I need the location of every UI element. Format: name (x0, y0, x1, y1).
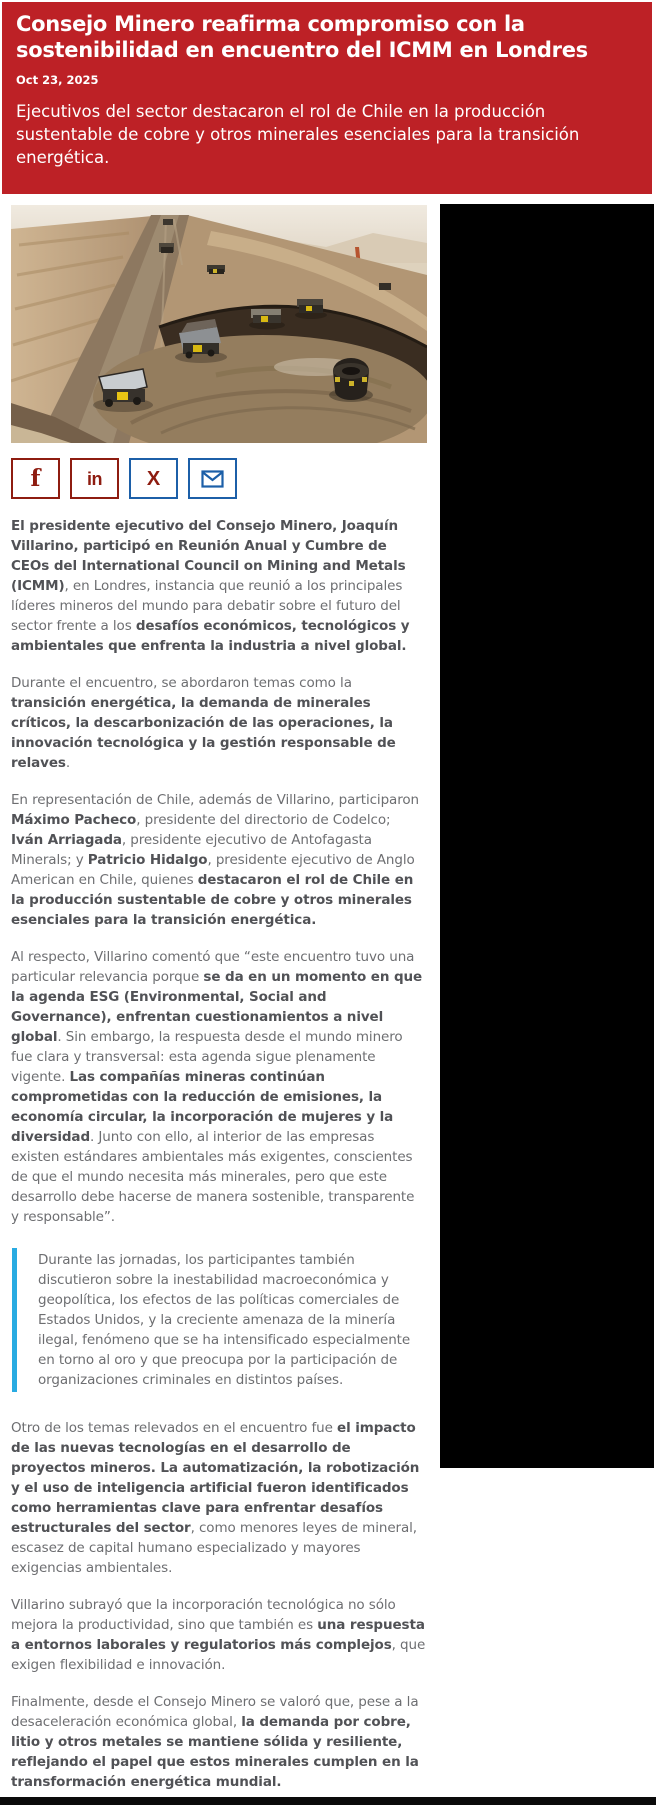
article-paragraph-1: El presidente ejecutivo del Consejo Minero, Joaquín Villarino, participó en Reunión Anual y Cumbre de CEOs del International Council on Mining and Metals (ICMM), en Londres, instancia que reunió a los principales líderes mineros del mundo para debatir sobre el futuro del sector frente a los desafíos económicos, tecnológicos y ambientales que enfrenta la industria a nivel global. (11, 518, 410, 654)
x-icon: X (146, 467, 161, 490)
mine-photo-illustration (11, 205, 427, 443)
bottom-divider-bar (0, 1797, 656, 1805)
facebook-icon: f (30, 465, 41, 492)
video-placeholder[interactable] (440, 204, 654, 1468)
article-paragraph-7: Finalmente, desde el Consejo Minero se valoró que, pese a la desaceleración económica global, la demanda por cobre, litio y otros metales se mantiene sólida y resiliente, reflejando el papel que estos minerales cumplen en la transformación energética mundial. (11, 1694, 419, 1790)
publish-date: Oct 23, 2025 (16, 73, 99, 87)
share-buttons-row (11, 458, 237, 499)
page-title: Consejo Minero reafirma compromiso con la sostenibilidad en encuentro del ICMM en Londres (16, 12, 588, 62)
haul-truck-mid (249, 309, 285, 330)
article-header (2, 2, 652, 194)
article-paragraph-3: En representación de Chile, además de Villarino, participaron Máximo Pacheco, presidente del directorio de Codelco; Iván Arriagada, presidente ejecutivo de Antofagasta Minerals; y Patricio Hidalgo, presidente ejecutivo de Anglo American en Chile, quienes destacaron el rol de Chile en la producción sustentable de cobre y otros minerales esenciales para la transición energética. (11, 792, 419, 928)
article-paragraph-5: Otro de los temas relevados en el encuentro fue el impacto de las nuevas tecnologías en el desarrollo de proyectos mineros. La automatización, la robotización y el uso de inteligencia artificial fueron identificados como herramientas clave para enfrentar desafíos estructurales del sector, como menores leyes de mineral, escasez de capital humano especializado y mayores exigencias ambientales. (11, 1420, 420, 1576)
share-linkedin-button[interactable] (70, 458, 119, 499)
email-icon (201, 470, 224, 488)
share-email-button[interactable] (188, 458, 237, 499)
share-x-button[interactable] (129, 458, 178, 499)
haul-truck-road-up (159, 243, 174, 253)
article-paragraph-4: Al respecto, Villarino comentó que “este encuentro tuvo una particular relevancia porque se da en un momento en que la agenda ESG (Environmental, Social and Governance), enfrentan cuestionamientos a nivel global. Sin embargo, la respuesta desde el mundo minero fue clara y transversal: esta agenda sigue plenamente vigente. Las compañías mineras continúan comprometidas con la reducción de emisiones, la economía circular, la incorporación de mujeres y la diversidad. Junto con ello, al interior de las empresas existen estándares ambientales más exigentes, conscientes de que el mundo necesita más minerales, pero que este desarrollo debe hacerse de manera sostenible, transparente y responsable”. (11, 949, 423, 1225)
haul-truck-mid-2 (295, 299, 327, 319)
hero-image (11, 205, 427, 443)
haul-truck-small (207, 265, 225, 274)
article-paragraph-2: Durante el encuentro, se abordaron temas como la transición energética, la demanda de minerales críticos, la descarbonización de las operaciones, la innovación tecnológica y la gestión responsable de relaves. (11, 675, 396, 771)
share-facebook-button[interactable] (11, 458, 60, 499)
article-paragraph-6: Villarino subrayó que la incorporación tecnológica no sólo mejora la productividad, sino que también es una respuesta a entornos laborales y regulatorios más complejos, que exigen flexibilidad e innovación. (11, 1597, 426, 1673)
article-subtitle: Ejecutivos del sector destacaron el rol de Chile en la producción sustentable de cobre y otros minerales esenciales para la transición energética. (16, 102, 580, 167)
mill-tank (329, 358, 373, 402)
pull-quote: Durante las jornadas, los participantes también discutieron sobre la inestabilidad macroeconómica y geopolítica, los efectos de las políticas comerciales de Estados Unidos, y la creciente amenaza de la minería ilegal, fenómeno que se ha intensificado especialmente en torno al oro y que preocupa por la participación de organizaciones criminales en distintos países. (12, 1248, 426, 1392)
linkedin-icon: in (87, 468, 102, 489)
article-body (11, 516, 426, 1792)
